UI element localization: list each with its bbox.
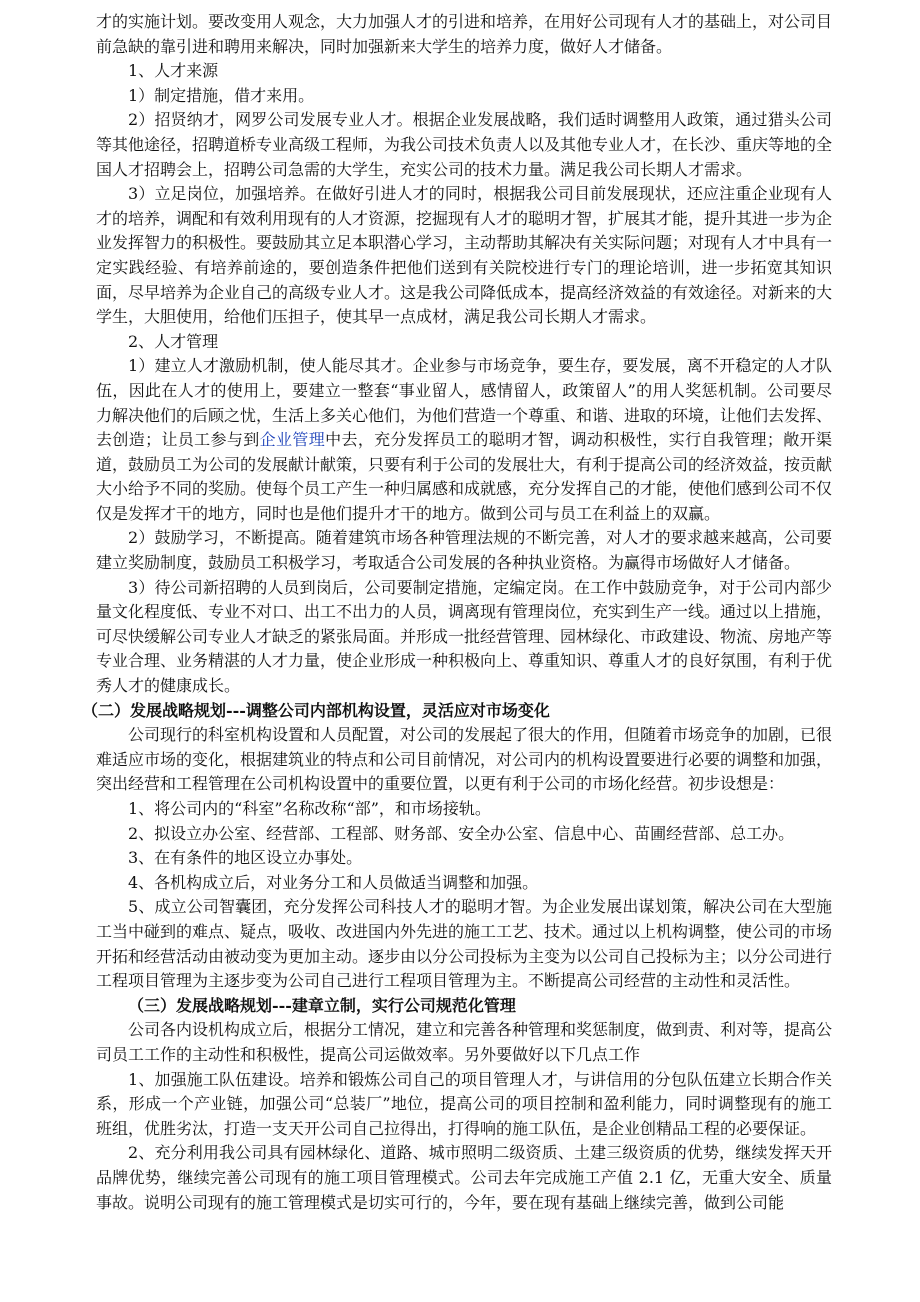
paragraph-item: 公司现行的科室机构设置和人员配置，对公司的发展起了很大的作用，但随着市场竞争的加剧，已很难适应市场的变化，根据建筑业的特点和公司目前情况，对公司内的机构设置要进行必要的调整和加强，突出经营和工程管理在公司机构设置中的重要位置，以更有利于公司的市场化经营。初步设想是： — [96, 725, 833, 794]
paragraph-item: 3）立足岗位，加强培养。在做好引进人才的同时，根据我公司目前发展现状，还应注重企业现有人才的培养，调配和有效利用现有的人才资源，挖掘现有人才的聪明才智，扩展其才能，提升其进一步为企业发挥智力的积极性。要鼓励其立足本职潜心学习，主动帮助其解决有关实际问题；对现有人才中具有一定实践经验、有培养前途的，要创造条件把他们送到有关院校进行专门的理论培训，进一步拓宽其知识面，尽早培养为企业自己的高级专业人才。这是我公司降低成本，提高经济效益的有效途径。对新来的大学生，大胆使用，给他们压担子，使其早一点成材，满足我公司长期人才需求。 — [96, 184, 833, 327]
paragraph-item: 1）制定措施，借才来用。 — [128, 85, 315, 105]
paragraph-item — [96, 354, 832, 526]
paragraph-text: 1）建立人才激励机制，使人能尽其才。企业参与市场竞争，要生存，要发展，离不开稳定的人才队伍，因此在人才的使用上，要建立一整套“事业留人，感情留人，政策留人”的用人奖惩机制。公司要尽力解决他们的后顾之忧，生活上多关心他们，为他们营造一个尊重、和谐、进取的环境，让他们去发挥、去创造；让员工参与到 — [96, 356, 833, 450]
list-item: 2、拟设立办公室、经营部、工程部、财务部、安全办公室、信息中心、苗圃经营部、总工办。 — [128, 823, 795, 843]
section-heading-2: （二）发展战略规划---调整公司内部机构设置，灵活应对市场变化 — [82, 700, 550, 720]
paragraph-text: 中去，充分发挥员工的聪明才智，调动积极性，实行自我管理；敞开渠道，鼓励员工为公司的发展献计献策，只要有利于公司的发展壮大，有利于提高公司的经济效益，按贡献大小给予不同的奖励。使每个员工产生一种归属感和成就感，充分发挥自己的才能，使他们感到公司不仅仅是发挥才干的地方，同时也是他们提升才干的地方。做到公司与员工在利益上的双赢。 — [96, 430, 833, 523]
paragraph-item: 2）招贤纳才，网罗公司发展专业人才。根据企业发展战略，我们适时调整用人政策，通过猎头公司等其他途径，招聘道桥专业高级工程师，为我公司技术负责人以及其他专业人才，在长沙、重庆等地的全国人才招聘会上，招聘公司急需的大学生，充实公司的技术力量。满足我公司长期人才需求。 — [96, 110, 833, 179]
list-item: 4、各机构成立后，对业务分工和人员做适当调整和加强。 — [128, 872, 539, 892]
list-item: 5、成立公司智囊团，充分发挥公司科技人才的聪明才智。为企业发展出谋划策，解决公司在大型施工当中碰到的难点、疑点，吸收、改进国内外先进的施工工艺、技术。通过以上机构调整，使公司的市场开拓和经营活动由被动变为更加主动。逐步由以分公司投标为主变为以公司自己投标为主；以分公司进行工程项目管理为主逐步变为公司自己进行工程项目管理为主。不断提高公司经营的主动性和灵活性。 — [96, 897, 833, 991]
list-item: 2、充分利用我公司具有园林绿化、道路、城市照明二级资质、土建三级资质的优势，继续发挥天开品牌优势，继续完善公司现有的施工项目管理模式。公司去年完成施工产值 2.1 亿，无重大安全、质量事故。说明公司现有的施工管理模式是切实可行的，今年，要在现有基础上继续完善，做到公司能 — [96, 1143, 832, 1212]
paragraph-item: 3）待公司新招聘的人员到岗后，公司要制定措施，定编定岗。在工作中鼓励竞争，对于公司内部少量文化程度低、专业不对口、出工不出力的人员，调离现有管理岗位，充实到生产一线。通过以上措施，可尽快缓解公司专业人才缺乏的紧张局面。并形成一批经营管理、园林绿化、市政建设、物流、房地产等专业合理、业务精湛的人才力量，使企业形成一种积极向上、尊重知识、尊重人才的良好氛围，有利于优秀人才的健康成长。 — [96, 577, 833, 696]
paragraph-intro: 才的实施计划。要改变用人观念，大力加强人才的引进和培养，在用好公司现有人才的基础上，对公司目前急缺的靠引进和聘用来解决，同时加强新来大学生的培养力度，做好人才储备。 — [96, 12, 833, 56]
list-item: 3、在有条件的地区设立办事处。 — [128, 848, 363, 868]
section-heading-3: （三）发展战略规划---建章立制，实行公司规范化管理 — [128, 995, 516, 1015]
enterprise-management-link[interactable]: 企业管理 — [259, 430, 326, 450]
heading-talent-management: 2、人才管理 — [128, 331, 219, 351]
paragraph-item: 2）鼓励学习，不断提高。随着建筑市场各种管理法规的不断完善，对人才的要求越来越高，公司要建立奖励制度，鼓励员工积极学习，考取适合公司发展的各种执业资格。为赢得市场做好人才储备。 — [96, 528, 832, 573]
heading-talent-source: 1、人才来源 — [128, 61, 219, 81]
paragraph-item: 公司各内设机构成立后，根据分工情况，建立和完善各种管理和奖惩制度，做到责、利对等，提高公司员工工作的主动性和积极性，提高公司运做效率。另外要做好以下几点工作 — [96, 1020, 833, 1064]
list-item: 1、将公司内的“科室”名称改称“部”，和市场接轨。 — [128, 799, 491, 818]
list-item: 1、加强施工队伍建设。培养和锻炼公司自己的项目管理人才，与讲信用的分包队伍建立长期合作关系，形成一个产业链，加强公司“总装厂”地位，提高公司的项目控制和盈利能力，同时调整现有的施工班组，优胜劣汰，打造一支天开公司自己拉得出，打得响的施工队伍，是企业创精品工程的必要保证。 — [96, 1069, 832, 1138]
